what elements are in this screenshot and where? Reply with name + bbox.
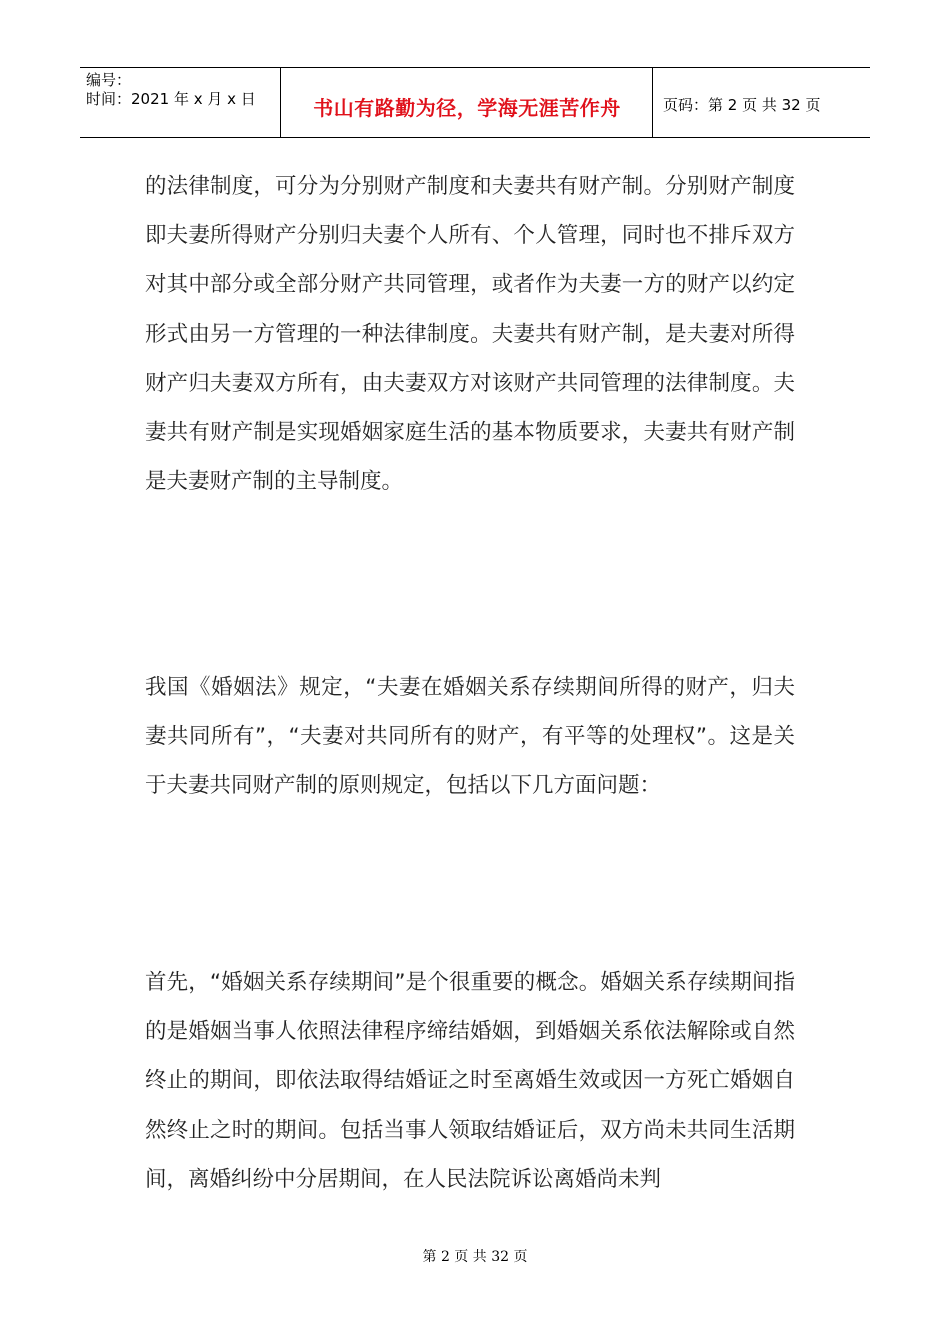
body-paragraph: 首先，“婚姻关系存续期间”是个很重要的概念。婚姻关系存续期间指的是婚姻当事人依照法律程序缔结婚姻，到婚姻关系依法解除或自然终止的期间，即依法取得结婚证之时至离婚生效或因一方死亡婚姻自然终止之时的期间。包括当事人领取结婚证后，双方尚未共同生活期间，离婚纠纷中分居期间，在人民法院诉讼离婚尚未判 bbox=[145, 970, 795, 1192]
document-number-label: 编号： bbox=[86, 71, 132, 89]
header-motto: 书山有路勤为径，学海无涯苦作舟 bbox=[313, 96, 621, 120]
header-meta-cell bbox=[80, 68, 281, 137]
body-paragraph: 我国《婚姻法》规定，“夫妻在婚姻关系存续期间所得的财产，归夫妻共同所有”，“夫妻对共同所有的财产，有平等的处理权”。这是关于夫妻共同财产制的原则规定，包括以下几方面问题： bbox=[145, 675, 795, 799]
body-paragraph: 的法律制度，可分为分别财产制度和夫妻共有财产制。分别财产制度即夫妻所得财产分别归夫妻个人所有、个人管理，同时也不排斥双方对其中部分或全部分财产共同管理，或者作为夫妻一方的财产以约定形式由另一方管理的一种法律制度。夫妻共有财产制，是夫妻对所得财产归夫妻双方所有，由夫妻双方对该财产共同管理的法律制度。夫妻共有财产制是实现婚姻家庭生活的基本物质要求，夫妻共有财产制是夫妻财产制的主导制度。 bbox=[145, 174, 795, 495]
document-header bbox=[80, 67, 870, 138]
header-motto-cell bbox=[281, 68, 653, 137]
page-footer: 第 2 页 共 32 页 bbox=[422, 1249, 528, 1265]
header-page-info: 页码：第 2 页 共 32 页 bbox=[663, 96, 821, 114]
header-page-cell bbox=[653, 68, 870, 137]
document-date-label: 时间：2021 年 x 月 x 日 bbox=[86, 90, 256, 108]
